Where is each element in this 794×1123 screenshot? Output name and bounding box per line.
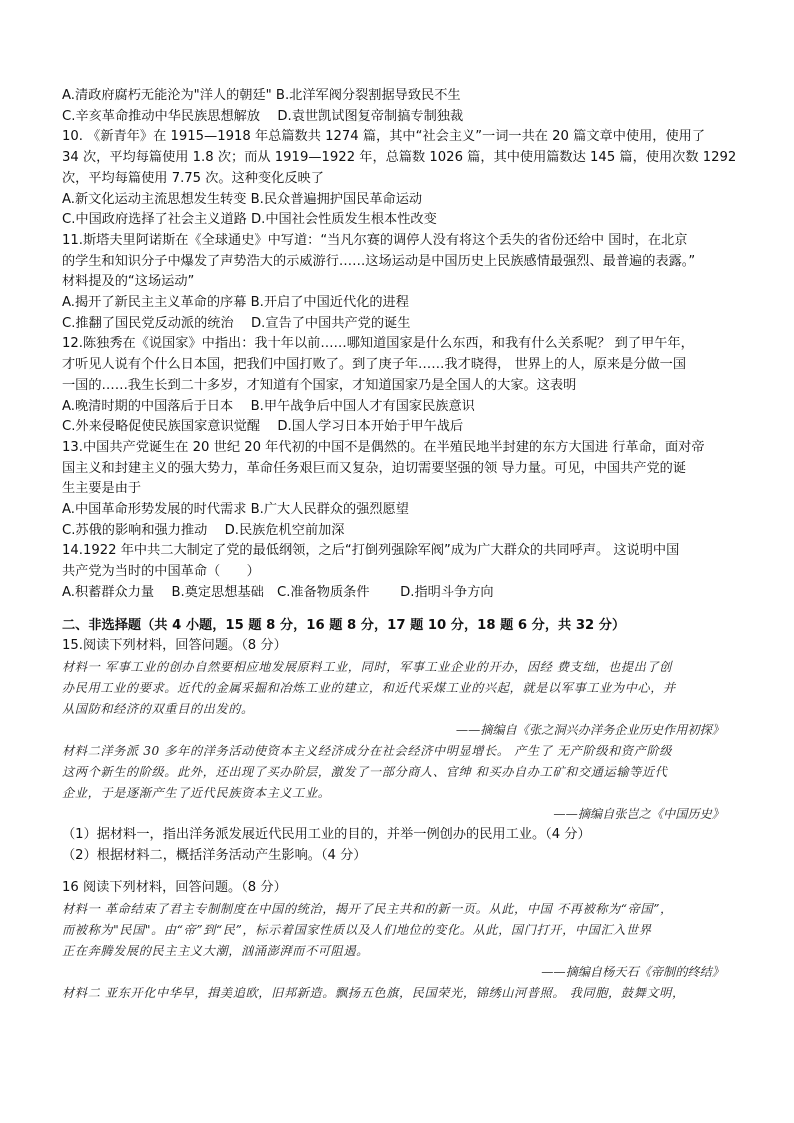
q10-stem-line-3: 次，平均每篇使用 7.75 次。这种变化反映了 [62,170,324,186]
q15-sub-question-1: （1）据材料一，指出洋务派发展近代民用工业的目的，并举一例创办的民用工业。（4 分） [62,826,591,842]
q15-material-1-line-1: 材料一 军事工业的创办自然要相应地发展原料工业，同时，军事工业企业的开办，因经 费支绌，也提出了创 [62,659,672,674]
q14-stem-line-2: 共产党为当时的中国革命（ ） [62,564,260,580]
question-11 [62,231,738,335]
q14-options-row: A.积蓄群众力量 B.奠定思想基础 C.准备物质条件 D.指明斗争方向 [62,584,494,600]
q15-sub-question-2: （2）根据材料二，概括洋务活动产生影响。（4 分） [62,847,367,863]
q15-title: 15.阅读下列材料，回答问题。（8 分） [62,638,287,654]
q10-options-row-2: C.中国政府选择了社会主义道路 D.中国社会性质发生根本性改变 [62,212,437,228]
q13-stem-line-2: 国主义和封建主义的强大势力，革命任务艰巨而又复杂，迫切需要坚强的领 导力量。可见，中国共产党的诞 [62,460,687,476]
question-12 [62,334,738,438]
q11-stem-line-3: 材料提及的“这场运动” [62,274,195,290]
q16-material-1-line-1: 材料一 革命结束了君主专制制度在中国的统治，揭开了民主共和的新一页。从此，中国 不再被称为“帝国”， [62,902,673,917]
q9-options-row-1: A.清政府腐朽无能沦为"洋人的朝廷" B.北洋军阀分裂割据导致民不生 [62,88,461,103]
q11-stem-line-1: 11.斯塔夫里阿诺斯在《全球通史》中写道：“当凡尔赛的调停人没有将这个丢失的省份还给中 国时，在北京 [62,232,688,248]
q15-material-2-source: ——摘编自张岂之《中国历史》 [553,806,724,821]
q10-stem-line-2: 34 次，平均每篇使用 1.8 次；而从 1919—1922 年，总篇数 1026 篇，其中使用篇数达 145 篇，使用次数 1292 [62,150,737,166]
q11-stem-line-2: 的学生和知识分子中爆发了声势浩大的示威游行……这场运动是中国历史上民族感情最强烈、最普遍的表露。” [62,253,696,269]
question-15 [62,636,738,866]
q15-material-1-line-3: 从国防和经济的双重目的出发的。 [62,701,254,716]
q16-material-1-line-2: 而被称为"民国"。由“帝”到“民”，标示着国家性质以及人们地位的变化。从此，国门打开，中国汇入世界 [62,923,652,938]
page-content [62,86,738,1004]
q15-material-1-line-2: 办民用工业的要求。近代的金属采掘和冶炼工业的建立，和近代采煤工业的兴起，就是以军事工业为中心，并 [62,680,676,695]
q13-stem-line-1: 13.中国共产党诞生在 20 世纪 20 年代初的中国不是偶然的。在半殖民地半封建的东方大国进 行革命，面对帝 [62,439,705,455]
q16-material-1-source: ——摘编自杨天石《帝制的终结》 [541,965,724,980]
q15-material-2-line-3: 企业，于是逐渐产生了近代民族资本主义工业。 [62,785,331,800]
question-14 [62,541,738,603]
q12-stem-line-2: 才听见人说有个什么日本国，把我们中国打败了。到了庚子年……我才晓得， 世界上的人，原来是分做一国 [62,357,687,373]
q13-stem-line-3: 生主要是由于 [62,481,142,497]
q13-options-row-1: A.中国革命形势发展的时代需求 B.广大人民群众的强烈愿望 [62,502,409,518]
q10-stem-line-1: 10. 《新青年》在 1915—1918 年总篇数共 1274 篇，其中“社会主义”一词一共在 20 篇文章中使用，使用了 [62,129,706,145]
q12-stem-line-3: 一国的……我生长到二十多岁，才知道有个国家，才知道国家乃是全国人的大家。这表明 [62,377,577,393]
q10-options-row-1: A.新文化运动主流思想发生转变 B.民众普遍拥护国民革命运动 [62,191,423,207]
q11-options-row-2: C.推翻了国民党反动派的统治 D.宣告了中国共产党的诞生 [62,315,411,331]
q16-title: 16 阅读下列材料，回答问题。（8 分） [62,880,287,896]
q12-options-row-2: C.外来侵略促使民族国家意识觉醒 D.国人学习日本开始于甲午战后 [62,419,464,435]
q13-options-row-2: C.苏俄的影响和强力推动 D.民族危机空前加深 [62,522,345,538]
question-10 [62,127,738,231]
q15-material-1-source: ——摘编自《张之洞兴办洋务企业历史作用初探》 [455,722,724,737]
section-2-heading: 二、非选择题（共 4 小题，15 题 8 分，16 题 8 分，17 题 10 分，18 题 6 分，共 32 分） [62,617,626,633]
question-13 [62,438,738,542]
q14-stem-line-1: 14.1922 年中共二大制定了党的最低纲领，之后“打倒列强除军阀”成为广大群众的共同呼声。 这说明中国 [62,543,680,559]
q15-material-2-line-1: 材料二洋务派 30 多年的洋务活动使资本主义经济成分在社会经济中明显增长。 产生了 无产阶级和资产阶级 [62,743,673,758]
q9-options-row-2: C.辛亥革命推动中华民族思想解放 D.袁世凯试图复帝制搞专制独裁 [62,108,464,124]
q16-material-2-line-1: 材料二 亚东开化中华早，揖美追欧，旧邦新造。飘扬五色旗，民国荣光，锦绣山河普照。 我同胞，鼓舞文明， [62,986,685,1001]
question-16 [62,878,738,1004]
q12-options-row-1: A.晚清时期的中国落后于日本 B.甲午战争后中国人才有国家民族意识 [62,398,475,414]
q11-options-row-1: A.揭开了新民主主义革命的序幕 B.开启了中国近代化的进程 [62,295,409,311]
q16-material-1-line-3: 正在奔腾发展的民主主义大潮，汹涌澎湃而不可阻遏。 [62,944,369,959]
q15-material-2-line-2: 这两个新生的阶级。此外，还出现了买办阶层，激发了一部分商人、官绅 和买办自办工矿和交通运输等近代 [62,764,668,779]
q12-stem-line-1: 12.陈独秀在《说国家》中指出：我十年以前……哪知道国家是什么东西，和我有什么关系呢？ 到了甲午年， [62,336,694,352]
